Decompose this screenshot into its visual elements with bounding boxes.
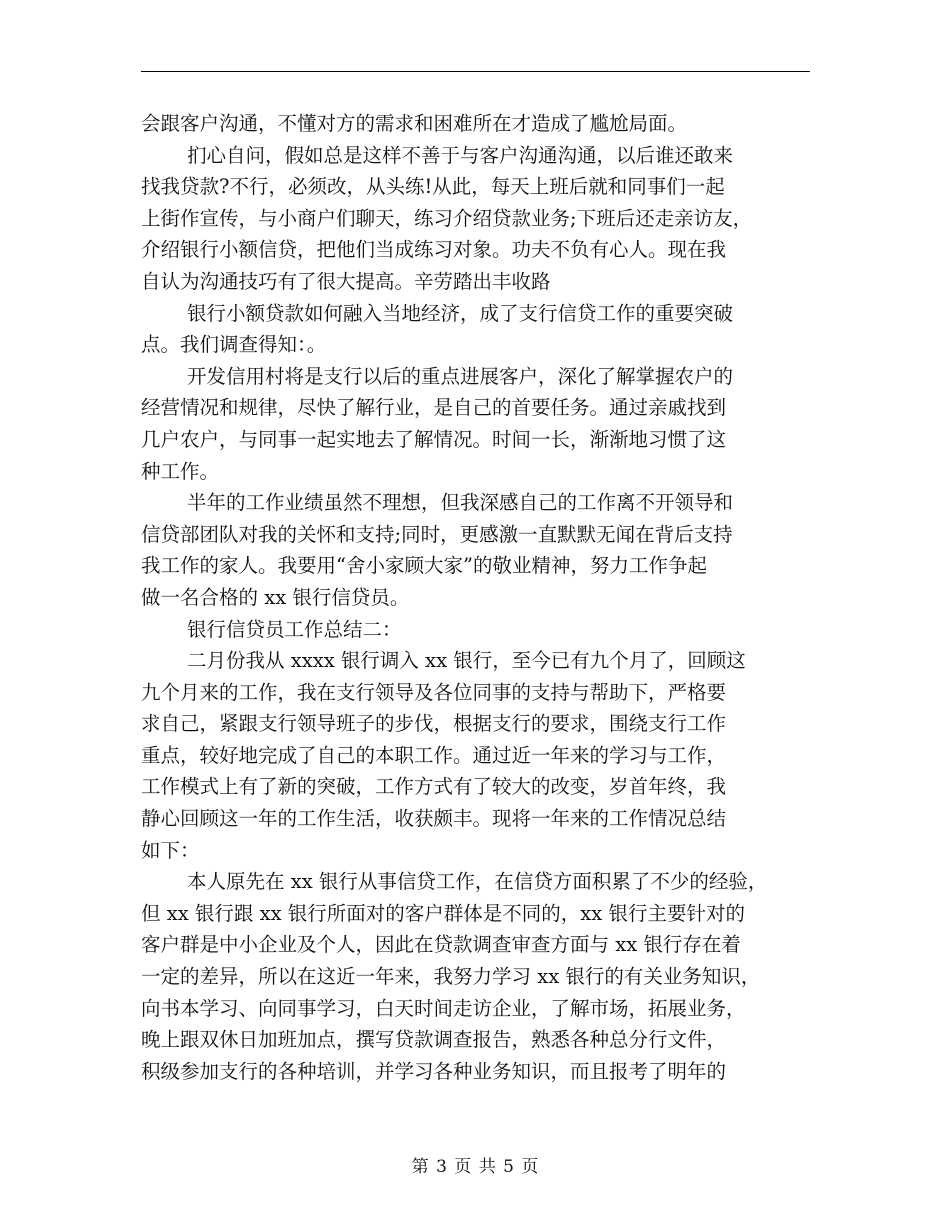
text-line: 开发信用村将是支行以后的重点进展客户，深化了解掌握农户的 <box>187 364 734 388</box>
text-line: 求自己，紧跟支行领导班子的步伐，根据支行的要求，围绕支行工作 <box>141 712 727 736</box>
text-line: 自认为沟通技巧有了很大提高。辛劳踏出丰收路 <box>141 269 551 293</box>
text-line: 种工作。 <box>141 459 220 483</box>
text-line: 晚上跟双休日加班加点，撰写贷款调查报告，熟悉各种总分行文件， <box>141 1028 727 1052</box>
body-text <box>141 108 813 1087</box>
text-line: 扪心自问，假如总是这样不善于与客户沟通沟通，以后谁还敢来 <box>187 143 734 167</box>
text-line: 如下： <box>141 838 200 862</box>
text-line: 工作模式上有了新的突破，工作方式有了较大的改变，岁首年终，我 <box>141 775 727 799</box>
text-line: 会跟客户沟通，不懂对方的需求和困难所在才造成了尴尬局面。 <box>141 112 688 135</box>
section-heading: 银行信贷员工作总结二： <box>187 617 402 641</box>
text-line: 经营情况和规律，尽快了解行业，是自己的首要任务。通过亲戚找到 <box>141 396 727 420</box>
text-line: 但 xx 银行跟 xx 银行所面对的客户群体是不同的，xx 银行主要针对的 <box>141 901 745 925</box>
text-line: 信贷部团队对我的关怀和支持;同时，更感激一直默默无闻在背后支持 <box>141 522 733 546</box>
text-line: 上街作宣传，与小商户们聊天，练习介绍贷款业务;下班后还走亲访友， <box>141 206 753 230</box>
text-line: 静心回顾这一年的工作生活，收获颇丰。现将一年来的工作情况总结 <box>141 807 727 831</box>
text-line: 几户农户，与同事一起实地去了解情况。时间一长，渐渐地习惯了这 <box>141 427 727 451</box>
text-line: 重点，较好地完成了自己的本职工作。通过近一年来的学习与工作， <box>141 743 727 767</box>
text-line: 银行小额贷款如何融入当地经济，成了支行信贷工作的重要突破 <box>187 301 734 325</box>
text-line: 本人原先在 xx 银行从事信贷工作，在信贷方面积累了不少的经验， <box>187 870 768 894</box>
text-line: 客户群是中小企业及个人，因此在贷款调查审查方面与 xx 银行存在着 <box>141 933 741 957</box>
text-line: 向书本学习、向同事学习，白天时间走访企业，了解市场，拓展业务， <box>141 996 746 1020</box>
text-line: 介绍银行小额信贷，把他们当成练习对象。功夫不负有心人。现在我 <box>141 238 727 262</box>
header-rule <box>141 71 810 72</box>
text-line: 一定的差异，所以在这近一年来，我努力学习 xx 银行的有关业务知识， <box>141 965 761 989</box>
text-line: 我工作的家人。我要用“舍小家顾大家”的敬业精神，努力工作争起 <box>141 554 707 578</box>
text-line: 半年的工作业绩虽然不理想，但我深感自己的工作离不开领导和 <box>187 491 734 515</box>
text-line: 九个月来的工作，我在支行领导及各位同事的支持与帮助下，严格要 <box>141 680 727 704</box>
text-line: 找我贷款?不行，必须改，从头练!从此，每天上班后就和同事们一起 <box>141 175 725 199</box>
text-line: 二月份我从 xxxx 银行调入 xx 银行，至今已有九个月了，回顾这 <box>187 649 746 673</box>
page-number-footer: 第 3 页 共 5 页 <box>411 1157 539 1177</box>
text-line: 点。我们调查得知：。 <box>141 333 327 357</box>
text-line: 做一名合格的 xx 银行信贷员。 <box>141 585 410 609</box>
text-line: 积级参加支行的各种培训，并学习各种业务知识，而且报考了明年的 <box>141 1059 727 1083</box>
